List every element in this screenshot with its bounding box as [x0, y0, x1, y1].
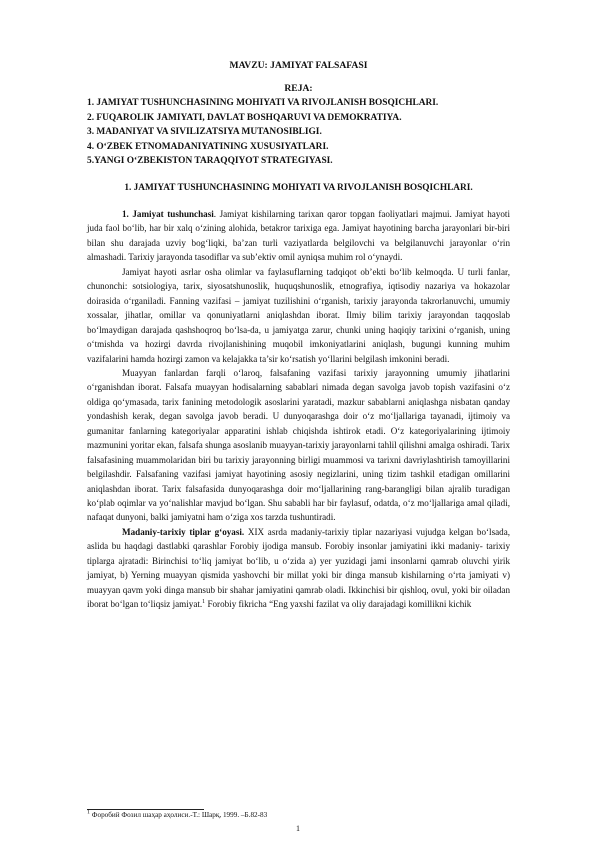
paragraph-4	[87, 525, 510, 612]
paragraph-1-lead: 1. Jamiyat tushunchasi	[122, 208, 214, 219]
paragraph-4-lead: Madaniy-tarixiy tiplar g‘oyasi.	[122, 526, 245, 537]
plan-heading: REJA:	[284, 83, 313, 94]
paragraph-1-text: . Jamiyat kishilarning tarixan qaror topgan faoliyatlari majmui. Jamiyat hayoti juda faol bo‘lib, har bir xalq o‘zining alohida, betakror tarixiga ega. Jamiyat hayotining barcha jarayonlari bir-biri bilan shu darajada uzviy bog‘liqki, ba’zan turli vaziyatlarda belgilovchi va belgilanuvchi jarayonlar o‘rin almashadi. Tarixiy jarayonda tasodiflar va sub’ektiv omil ayniqsa muhim rol o‘ynaydi.	[87, 208, 510, 263]
footnote-reference[interactable]: 1	[202, 599, 206, 606]
paragraph-4-tail: Forobiy fikricha “Eng yaxshi fazilat va oliy darajadagi komillikni kichik	[205, 599, 472, 610]
plan-item-4: 4. O‘ZBEK ETNOMADANIYATINING XUSUSIYATLARI.	[87, 141, 329, 152]
footnote	[87, 811, 267, 819]
footnote-mark: 1	[87, 809, 90, 816]
document-body	[87, 60, 510, 612]
plan-item-5: 5.YANGI O‘ZBEKISTON TARAQQIYOT STRATEGIYASI.	[87, 156, 333, 167]
footnote-text: Форобий Фозил шаҳар аҳолиси.-Т.: Шарқ, 1999. –Б.82-83	[90, 811, 268, 819]
plan-item-3: 3. MADANIYAT VA SIVILIZATSIYA MUTANOSIBLIGI.	[87, 127, 322, 138]
plan-list	[87, 96, 510, 169]
section-heading: 1. JAMIYAT TUSHUNCHASINING MOHIYATI VA RIVOJLANISH BOSQICHLARI.	[124, 182, 473, 193]
paragraph-2	[87, 265, 510, 366]
paragraph-4-text: XIX asrda madaniy-tarixiy tiplar nazariyasi vujudga kelgan bo‘lsada, aslida bu haqdagi dastlabki qarashlar Forobiy ijodiga mansub. Forobiy insonlar jamiyatini ikki madaniy- tarixiy tiplarga ajratadi: Birinchisi to‘liq jamiyat bo‘lib, u o‘zida a) yer yuzidagi jami insonlarni qamrab oluvchi yirik jamiyat, b) Yerning muayyan qismida yashovchi bir millat yoki bir dinga mansub kishilarning o‘rta jamiyati v) muayyan qavm yoki dinga mansub bir shahar jamiyatini qamrab oladi. Ikkinchisi bir qishloq, ovul, yoki bir oiladan iborat bo‘lgan to‘liqsiz jamiyat.	[87, 526, 510, 610]
paragraph-1	[87, 207, 510, 265]
plan-item-1: 1. JAMIYAT TUSHUNCHASINING MOHIYATI VA RIVOJLANISH BOSQICHLARI.	[87, 98, 439, 108]
paragraph-2-text: Jamiyat hayoti asrlar osha olimlar va faylasuflarning tadqiqot ob’ekti bo‘lib kelmoqda. U turli fanlar, chunonchi: sotsiologiya, tarix, siyosatshunoslik, huquqshunoslik, etnografiya, iqtisodiy nazariya va hokazolar doirasida o‘rganiladi. Fanning vazifasi – jamiyat tuzilishini o‘rganish, tarixiy jarayonda takrorlanuvchi, umumiy xossalar, jihatlar, omillar va qonuniyatlarni aniqlashdan iborat. Ilmiy bilim tarixiy jarayondan taqqoslab bo‘lmaydigan darajada qashshoqroq bo‘lsa-da, u jamiyatga zarur, chunki uning haqiqiy tarixini o‘rganish, uning o‘tmishda va hozirgi davrda rivojlanishining muqobil imkoniyatlarini aniqlash, bugungi kunning muhim vazifalarini hamda hozirgi zamon va kelajakka ta’sir ko‘rsatish yo‘llarini belgilash imkonini beradi.	[87, 266, 510, 364]
paragraph-3	[87, 366, 510, 525]
paragraph-3-text: Muayyan fanlardan farqli o‘laroq, falsafaning vazifasi tarixiy jarayonning umumiy jihatlarini o‘rganishdan iborat. Falsafa muayyan hodisalarning sabablari nimada degan savolga javob topish vazifasini o‘z oldiga qo‘ymasada, tarix fanining metodologik asoslarini yaratadi, mazkur sabablarni aniqlashga nisbatan qanday yondashish kerak, degan savolga javob beradi. U dunyoqarashga doir o‘z mo‘ljallariga tayanadi, ijtimoiy va gumanitar fanlarning kategoriyalar apparatini ishlab chiqishda ishtirok etadi. O‘z kategoriyalarining ijtimoiy mazmunini yoritar ekan, falsafa shunga asoslanib muayyan-tarixiy jarayonlarni tahlil qilishni amalga oshiradi. Tarix falsafasining muammolaridan biri bu tarixiy jarayonning birligi muammosi va tarixni davriylashtirish tamoyillarini belgilashdir. Falsafaning vazifasi jamiyat hayotining asosiy negizlarini, uning tizim tashkil etadigan omillarini aniqlashdan iborat. Tarix falsafasida dunyoqarashga doir mo‘ljallarining rang-barangligi bilan ajralib turadigan ko‘plab oqimlar va yo‘nalishlar mavjud bo‘lgan. Shu sababli har bir faylasuf, odatda, o‘z mo‘ljallariga amal qiladi, nafaqat dunyoni, balki jamiyatni ham o‘ziga xos tarzda tushuntiradi.	[87, 367, 510, 523]
plan-item-2: 2. FUQAROLIK JAMIYATI, DAVLAT BOSHQARUVI VA DEMOKRATIYA.	[87, 112, 402, 123]
page-number: 1	[296, 824, 300, 833]
page-title: MAVZU: JAMIYAT FALSAFASI	[229, 60, 368, 71]
footnote-divider	[87, 809, 204, 810]
